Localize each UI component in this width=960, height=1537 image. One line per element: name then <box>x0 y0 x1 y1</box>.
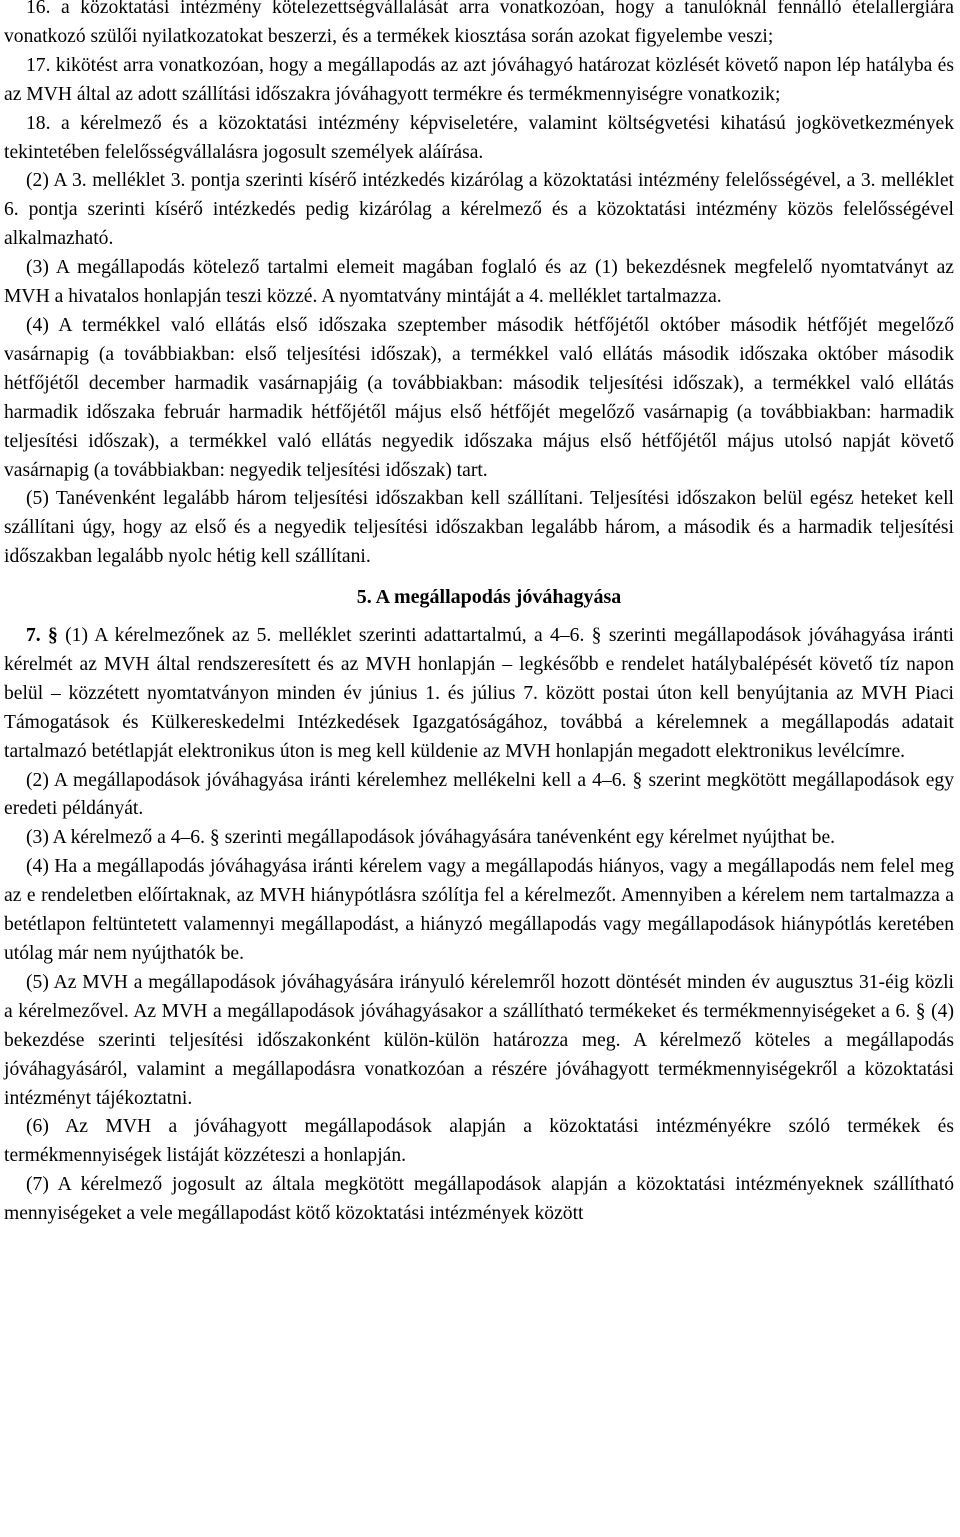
paragraph-7-7: (7) A kérelmező jogosult az általa megkötött megállapodások alapján a közoktatási intézményeknek szállítható mennyiségeket a vele megállapodást kötő közoktatási intézmények között <box>4 1174 954 1225</box>
section-heading: 5. A megállapodás jóváhagyása <box>356 586 622 609</box>
paragraph-7-3: (3) A kérelmező a 4–6. § szerinti megállapodások jóváhagyására tanévenként egy kérelmet nyújthat be. <box>26 827 836 849</box>
paragraph-6-5: (5) Tanévenként legalább három teljesítési időszakban kell szállítani. Teljesítési időszakon belül egész heteket kell szállítani úgy, hogy az első és a negyedik teljesítési időszakban legalább három, a második és a harmadik teljesítési időszakban legalább nyolc hétig kell szállítani. <box>4 488 954 568</box>
paragraph-7-5: (5) Az MVH a megállapodások jóváhagyására irányuló kérelemről hozott döntését minden év augusztus 31-éig közli a kérelmezővel. Az MVH a megállapodások jóváhagyásakor a szállítható termékeket és termékmennyiségeket a 6. § (4) bekezdése szerinti teljesítési időszakonként külön-külön határozza meg. A kérelmező köteles a megállapodás jóváhagyásáról, valamint a megállapodásra vonatkozóan a részére jóváhagyott termékmennyiségekről a közoktatási intézményt tájékoztatni. <box>4 971 954 1109</box>
paragraph-item-18: 18. a kérelmező és a közoktatási intézmény képviseletére, valamint költségvetési kihatású jogkövetkezmények tekintetében felelősségvállalásra jogosult személyek aláírása. <box>4 112 954 163</box>
section-number: 7. § <box>26 625 58 647</box>
paragraph-item-17: 17. kikötést arra vonatkozóan, hogy a megállapodás az azt jóváhagyó határozat közlését követő napon lép hatályba és az MVH által az adott szállítási időszakra jóváhagyott termékre és termékmennyiségre vonatkozik; <box>4 54 954 105</box>
paragraph-6-2: (2) A 3. melléklet 3. pontja szerinti kísérő intézkedés kizárólag a közoktatási intézmény felelősségével, a 3. melléklet 6. pontja szerinti kísérő intézkedés pedig kizárólag a kérelmező és a közoktatási intézmény közös felelősségével alkalmazható. <box>4 170 954 250</box>
paragraph-7-2: (2) A megállapodások jóváhagyása iránti kérelemhez mellékelni kell a 4–6. § szerint megkötött megállapodások egy eredeti példányát. <box>4 769 954 820</box>
paragraph-item-16: 16. a közoktatási intézmény kötelezettségvállalását arra vonatkozóan, hogy a tanulóknál fennálló ételallergiára vonatkozó szülői nyilatkozatokat beszerzi, és a termékek kiosztása során azokat figyelembe veszi; <box>4 0 954 47</box>
paragraph-6-4: (4) A termékkel való ellátás első időszaka szeptember második hétfőjétől október második hétfőjét megelőző vasárnapig (a továbbiakban: első teljesítési időszak), a termékkel való ellátás második időszaka október második hétfőjétől december harmadik vasárnapjáig (a továbbiakban: második teljesítési időszak), a termékkel való ellátás harmadik időszaka február harmadik hétfőjétől május első hétfőjét megelőző vasárnapig (a továbbiakban: harmadik teljesítési időszak), a termékkel való ellátás negyedik időszaka május első hétfőjétől május utolsó napját követő vasárnapig (a továbbiakban: negyedik teljesítési időszak) tart. <box>4 314 954 481</box>
paragraph-7-4: (4) Ha a megállapodás jóváhagyása iránti kérelem vagy a megállapodás hiányos, vagy a megállapodás nem felel meg az e rendeletben előírtaknak, az MVH hiánypótlásra szólítja fel a kérelmezőt. Amennyiben a kérelem nem tartalmazza a betétlapon feltüntetett valamennyi megállapodást, a hiányzó megállapodás vagy megállapodások hiánypótlás keretében utólag már nem nyújthatók be. <box>4 856 954 964</box>
paragraph-6-3: (3) A megállapodás kötelező tartalmi elemeit magában foglaló és az (1) bekezdésnek megfelelő nyomtatványt az MVH a hivatalos honlapján teszi közzé. A nyomtatvány mintáját a 4. melléklet tartalmazza. <box>4 257 954 308</box>
paragraph-7-6: (6) Az MVH a jóváhagyott megállapodások alapján a közoktatási intézményékre szóló termékek és termékmennyiségek listáját közzéteszi a honlapján. <box>4 1116 954 1167</box>
paragraph-7-1-text: (1) A kérelmezőnek az 5. melléklet szerinti adattartalmú, a 4–6. § szerinti megállapodások jóváhagyása iránti kérelmét az MVH által rendszeresített és az MVH honlapján – legkésőbb e rendelet hatálybalépését követő tíz napon belül – közzétett nyomtatványon minden év június 1. és július 7. között postai úton kell benyújtania az MVH Piaci Támogatások és Külkereskedelmi Intézkedések Igazgatóságához, továbbá a kérelemnek a megállapodás adatait tartalmazó betétlapját elektronikus úton is meg kell küldenie az MVH honlapján megadott elektronikus levélcímre. <box>4 625 954 762</box>
document-page <box>4 0 954 1229</box>
paragraph-7-1 <box>4 622 954 767</box>
